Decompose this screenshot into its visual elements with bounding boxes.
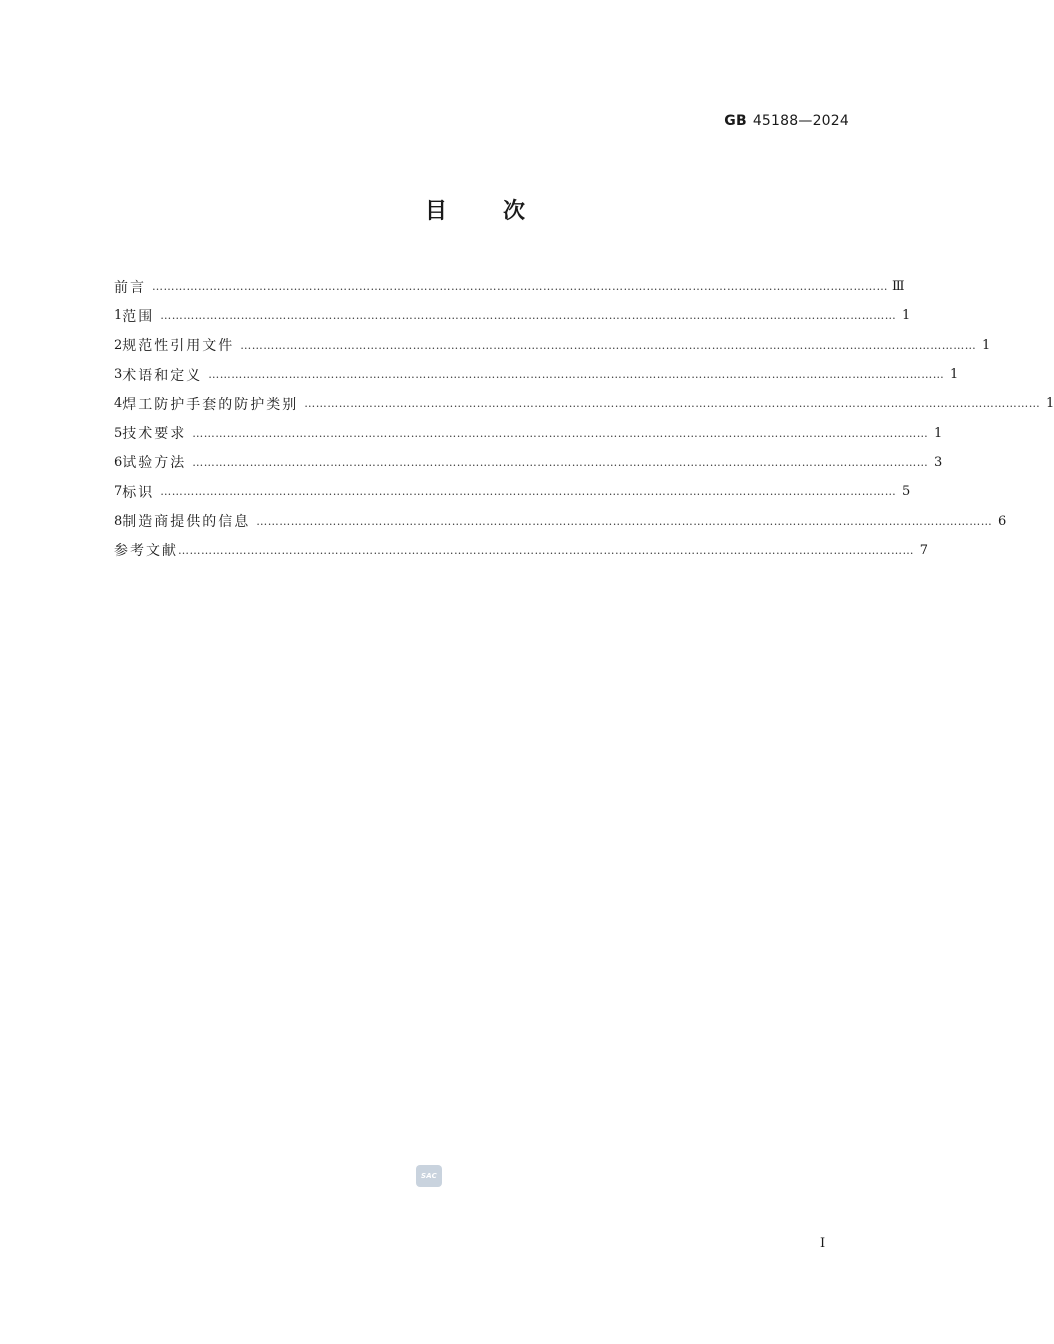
toc-leader-dots: ………………………………………………………………………………………………………………………………………………………………………… [160,485,897,499]
toc-entry-2[interactable] [114,331,991,360]
sac-logo [416,1165,442,1187]
toc-entry-label: 制造商提供的信息 [122,514,251,531]
sac-logo-text: SAC [421,1172,437,1180]
toc-entry-number: 5 [114,425,123,441]
toc-entry-foreword[interactable] [114,272,905,301]
toc-entry-label: 前言 [114,279,146,296]
toc-entry-page: Ⅲ [892,279,905,295]
toc-leader-dots: ………………………………………………………………………………………………………………………………………………………………………… [160,309,897,323]
toc-entry-page: 1 [902,308,911,324]
toc-entry-1[interactable] [114,301,911,330]
toc-entry-page: 5 [902,484,911,500]
toc-leader-dots: ………………………………………………………………………………………………………………………………………………………………………… [152,280,888,294]
toc-entry-page: 3 [934,454,943,470]
toc-entry-4[interactable] [114,389,1054,418]
toc-entry-label: 术语和定义 [122,367,203,384]
toc-leader-dots: ………………………………………………………………………………………………………………………………………………………………………… [192,426,929,440]
toc-entry-label: 范围 [122,308,155,325]
toc-entry-bibliography[interactable] [114,536,928,565]
toc-entry-page: 1 [934,425,943,441]
toc-entry-page: 1 [950,367,959,383]
toc-entry-label: 参考文献 [114,543,178,560]
toc-entry-3[interactable] [114,360,959,389]
toc-entry-number: 6 [114,454,123,470]
toc-entry-label: 标识 [122,484,155,501]
standard-prefix: GB [724,113,747,129]
toc-leader-dots: ………………………………………………………………………………………………………………………………………………………………………… [304,397,1041,411]
toc-entry-7[interactable] [114,477,911,506]
toc-leader-dots: ………………………………………………………………………………………………………………………………………………………………………… [256,514,993,528]
standard-code: 45188—2024 [752,113,849,129]
toc-entry-label: 试验方法 [122,455,187,472]
title-char-1: 目 [424,199,447,224]
toc-entry-6[interactable] [114,448,943,477]
title-char-2: 次 [503,199,526,224]
toc-entry-number: 7 [114,484,123,500]
toc-entry-number: 3 [114,367,123,383]
toc-entry-page: 6 [998,513,1007,529]
toc-entry-label: 规范性引用文件 [122,338,235,355]
toc-entry-page: 7 [919,542,928,558]
standard-number [724,113,849,129]
page-number: I [820,1236,826,1251]
toc-entry-5[interactable] [114,418,943,447]
page-title [0,194,950,225]
toc-leader-dots: ………………………………………………………………………………………………………………………………………………………………………… [192,455,929,469]
toc-leader-dots: ………………………………………………………………………………………………………………………………………………………………………… [240,338,977,352]
toc-entry-number: 4 [114,396,123,412]
toc-entry-label: 技术要求 [122,426,187,443]
toc-entry-number: 2 [114,337,123,353]
toc-entry-label: 焊工防护手套的防护类别 [122,396,299,413]
toc-entry-page: 1 [982,337,991,353]
toc-entry-8[interactable] [114,506,1007,535]
toc-entry-number: 8 [114,513,123,529]
table-of-contents [114,272,1054,565]
toc-entry-page: 1 [1046,396,1054,412]
toc-leader-dots: ………………………………………………………………………………………………………………………………………………………………………… [178,543,914,557]
toc-entry-number: 1 [114,308,123,324]
toc-leader-dots: ………………………………………………………………………………………………………………………………………………………………………… [208,368,945,382]
